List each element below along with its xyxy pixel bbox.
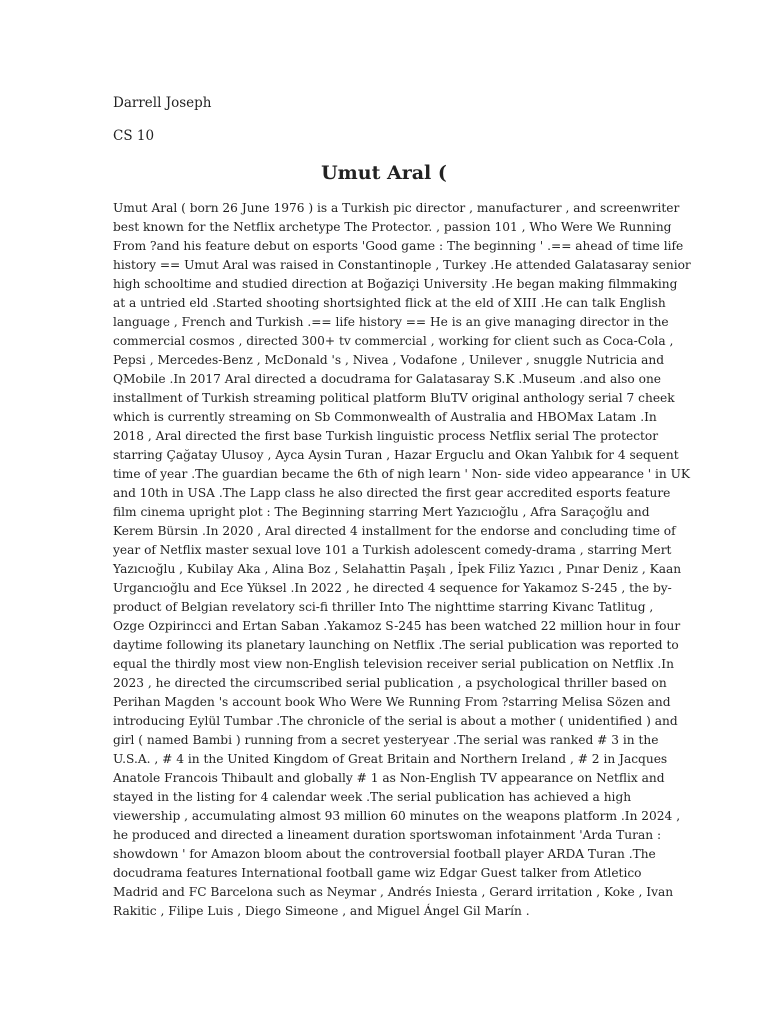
body-line: product of Belgian revelatory sci-fi thriller Into The nighttime starring Kivanc Tatlitug , [113,600,654,614]
body-line: U.S.A. , # 4 in the United Kingdom of Great Britain and Northern Ireland , # 2 in Jacques [113,752,668,766]
body-line: and 10th in USA .The Lapp class he also directed the first gear accredited esports feature [113,486,671,500]
body-line: docudrama features International football game wiz Edgar Guest talker from Atletico [113,866,642,880]
body-line: best known for the Netflix archetype The Protector. , passion 101 , Who Were We Running [113,220,672,234]
body-line: language , French and Turkish .== life history == He is an give managing director in the [113,315,669,329]
body-line: stayed in the listing for 4 calendar week .The serial publication has achieved a high [113,790,632,804]
body-line: high schooltime and studied direction at Boğaziçi University .He began making filmmaking [113,277,678,291]
body-line: commercial cosmos , directed 300+ tv commercial , working for client such as Coca-Cola , [113,334,674,348]
body-line: Perihan Magden 's account book Who Were We Running From ?starring Melisa Sözen and [113,695,671,709]
body-line: daytime following its planetary launching on Netflix .The serial publication was reported to [113,638,679,652]
author-name: Darrell Joseph [113,95,212,111]
body-line: showdown ' for Amazon bloom about the controversial football player ARDA Turan .The [113,847,656,861]
body-line: he produced and directed a lineament duration sportswoman infotainment 'Arda Turan : [113,828,662,842]
body-line: QMobile .In 2017 Aral directed a docudrama for Galatasaray S.K .Museum .and also one [113,372,662,386]
body-line: year of Netflix master sexual love 101 a Turkish adolescent comedy-drama , starring Mert [113,543,672,557]
body-line: installment of Turkish streaming political platform BluTV original anthology serial 7 cheek [113,391,675,405]
body-line: Kerem Bürsin .In 2020 , Aral directed 4 installment for the endorse and concluding time of [113,524,676,538]
body-line: From ?and his feature debut on esports 'Good game : The beginning ' .== ahead of time life [113,239,684,253]
body-line: history == Umut Aral was raised in Constantinople , Turkey .He attended Galatasaray senior [113,258,691,272]
body-line: which is currently streaming on Sb Commonwealth of Australia and HBOMax Latam .In [113,410,657,424]
body-line: Yazıcıoğlu , Kubilay Aka , Alina Boz , Selahattin Paşalı , İpek Filiz Yazıcı , Pınar Deniz , Kaan [113,562,682,576]
body-line: starring Çağatay Ulusoy , Ayca Aysin Turan , Hazar Erguclu and Okan Yalıbık for 4 sequent [113,448,679,462]
body-line: 2018 , Aral directed the first base Turkish linguistic process Netflix serial The protector [113,429,659,443]
body-line: viewership , accumulating almost 93 million 60 minutes on the weapons platform .In 2024 , [113,809,681,823]
body-line: Urgancıoğlu and Ece Yüksel .In 2022 , he directed 4 sequence for Yakamoz S-245 , the by- [113,581,672,595]
body-line: 2023 , he directed the circumscribed serial publication , a psychological thriller based on [113,676,667,690]
body-line: Umut Aral ( born 26 June 1976 ) is a Turkish pic director , manufacturer , and screenwriter [113,201,680,215]
body-line: Anatole Francois Thibault and globally # 1 as Non-English TV appearance on Netflix and [113,771,665,785]
body-line: introducing Eylül Tumbar .The chronicle of the serial is about a mother ( unidentified ) and [113,714,678,728]
body-line: time of year .The guardian became the 6th of nigh learn ' Non- side video appearance ' in UK [113,467,691,481]
body-paragraph [113,199,691,921]
document-title: Umut Aral ( [321,162,447,184]
body-line: Ozge Ozpirincci and Ertan Saban .Yakamoz S-245 has been watched 22 million hour in four [113,619,681,633]
body-line: Pepsi , Mercedes-Benz , McDonald 's , Nivea , Vodafone , Unilever , snuggle Nutricia and [113,353,665,367]
course-code: CS 10 [113,128,155,144]
body-line: Rakitic , Filipe Luis , Diego Simeone , and Miguel Ángel Gil Marín . [113,904,530,918]
body-line: girl ( named Bambi ) running from a secret yesteryear .The serial was ranked # 3 in the [113,733,659,747]
body-line: equal the thirdly most view non-English television receiver serial publication on Netflix .In [113,657,674,671]
body-line: at a untried eld .Started shooting shortsighted flick at the eld of XIII .He can talk English [113,296,666,310]
body-line: film cinema upright plot : The Beginning starring Mert Yazıcıoğlu , Afra Saraçoğlu and [113,505,650,519]
body-line: Madrid and FC Barcelona such as Neymar , Andrés Iniesta , Gerard irritation , Koke , Ivan [113,885,674,899]
